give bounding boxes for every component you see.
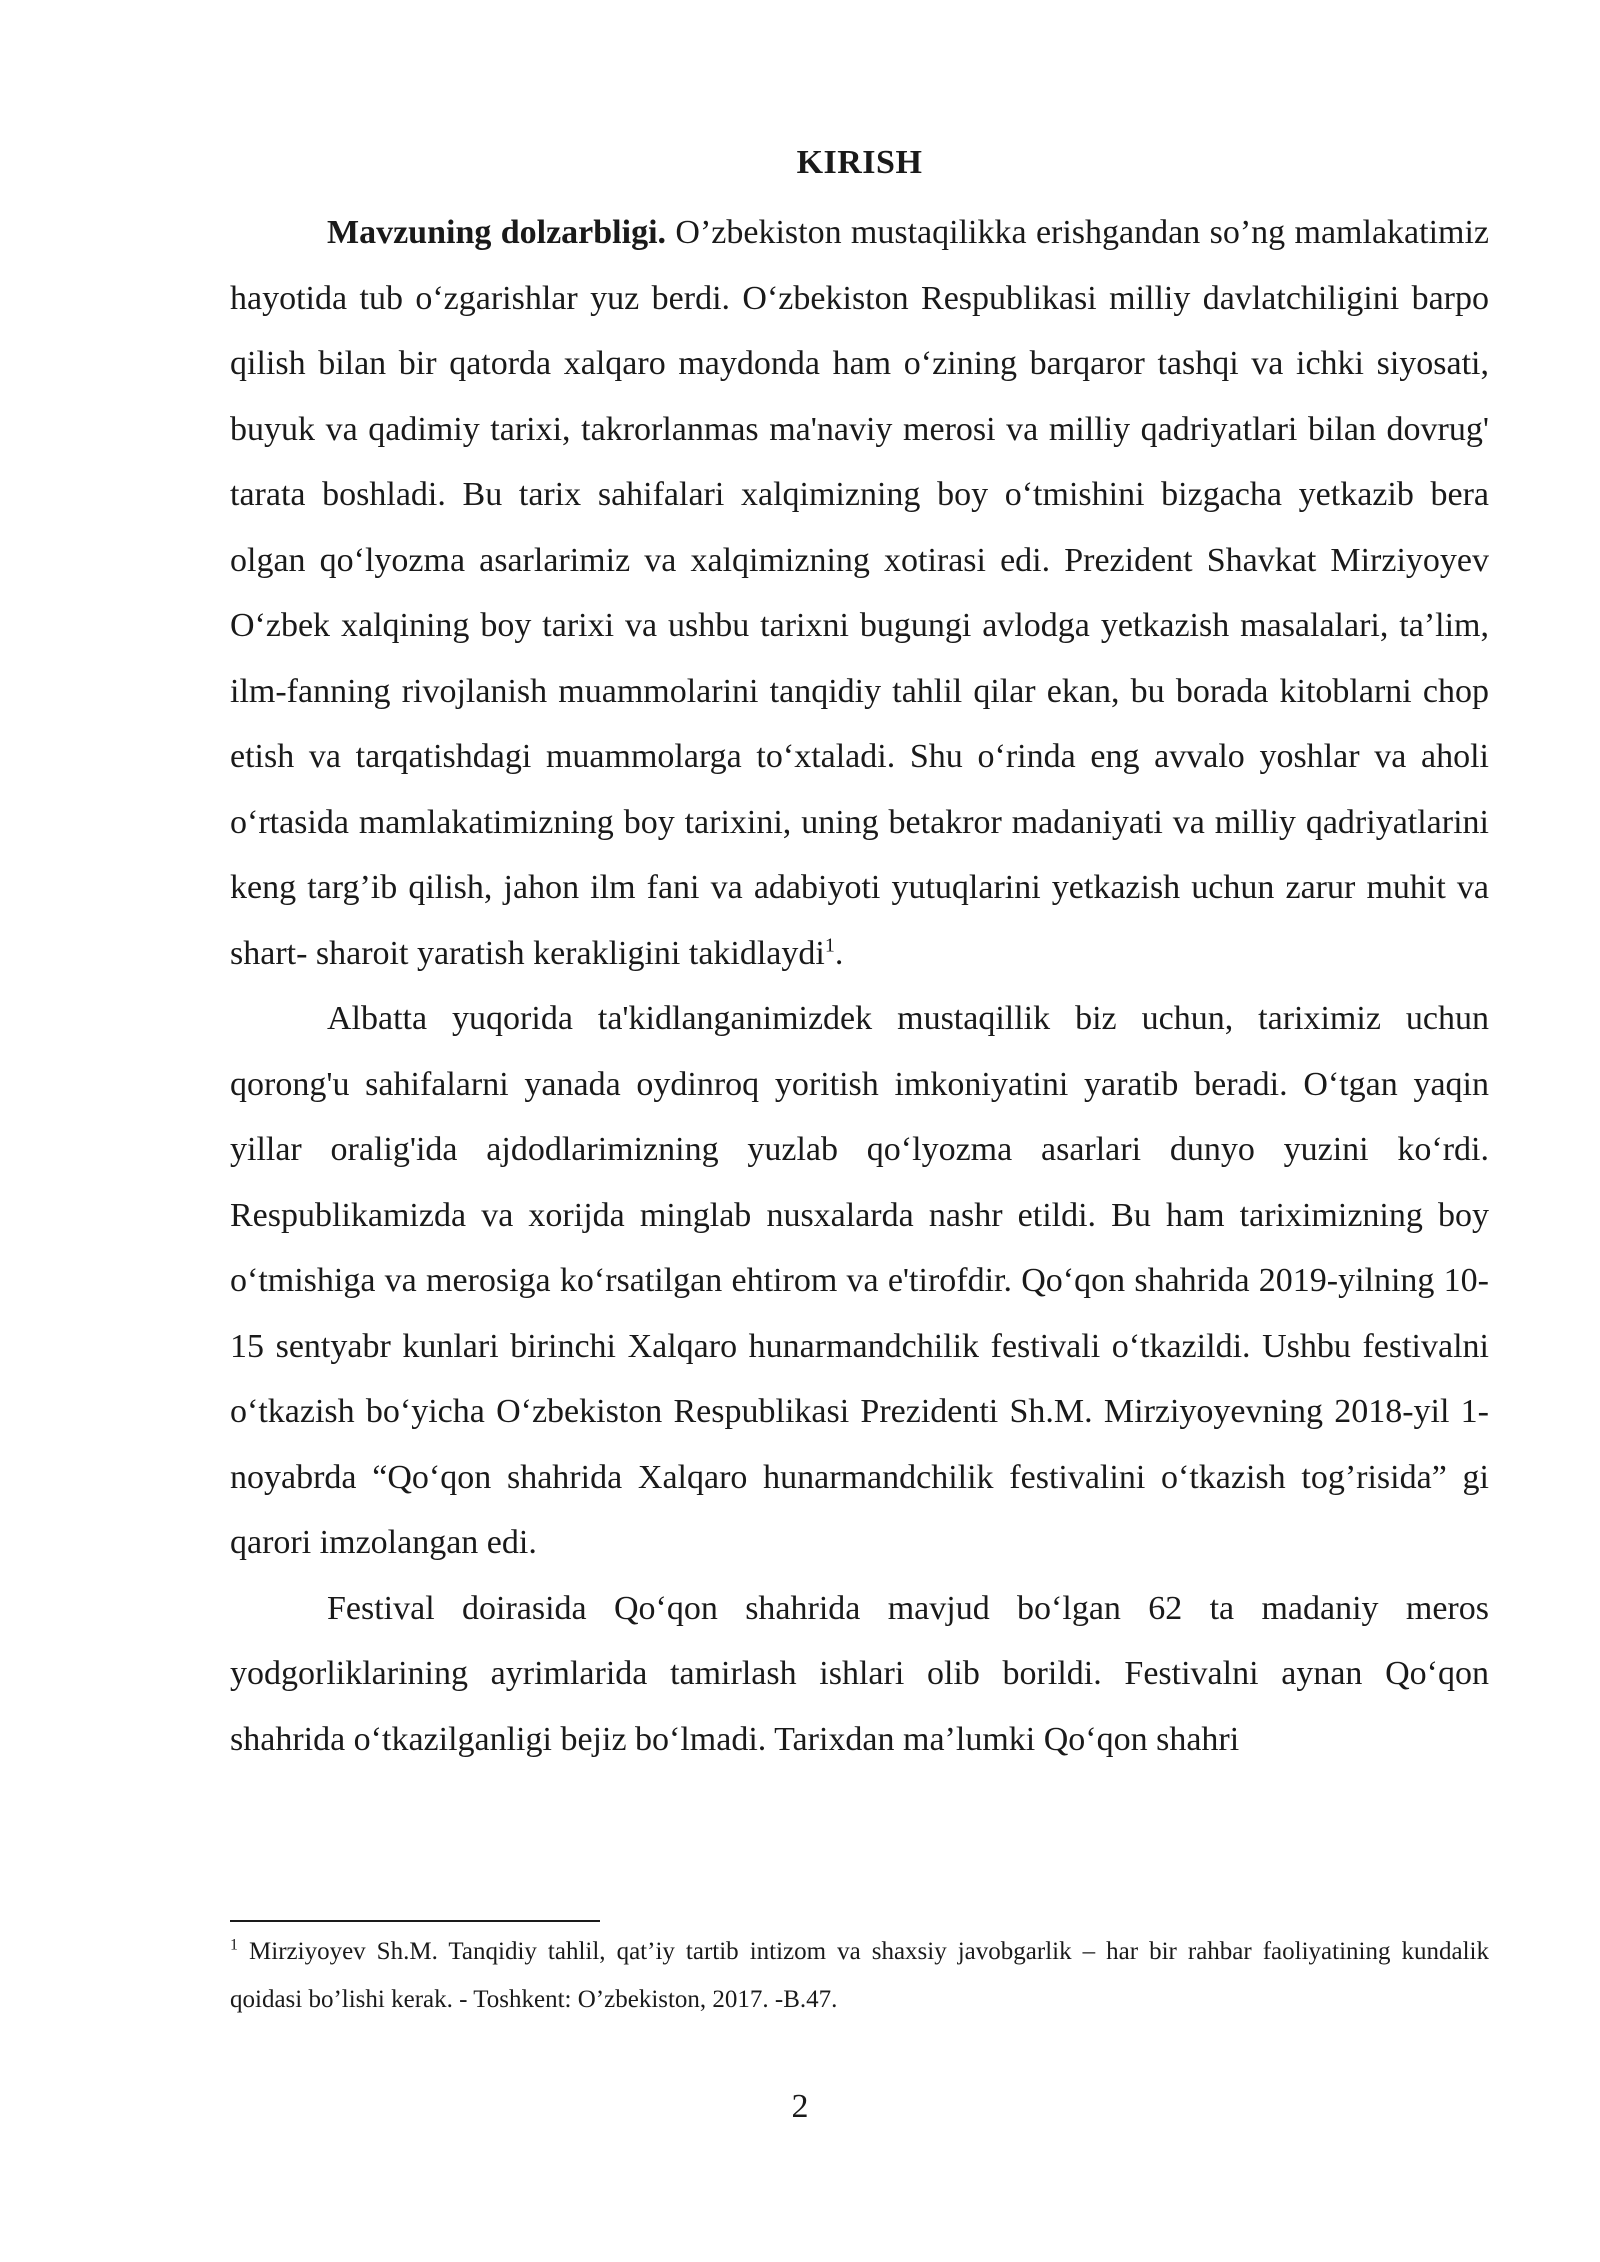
footnote-1 [230, 1928, 1489, 2024]
footnote-number: 1 [230, 1936, 238, 1954]
paragraph-1 [230, 200, 1489, 986]
paragraph-lead: Mavzuning dolzarbligi. [327, 214, 667, 251]
section-heading: KIRISH [796, 144, 923, 181]
page-number: 2 [791, 2088, 809, 2125]
paragraph-3: Festival doirasida Qo‘qon shahrida mavjud bo‘lgan 62 ta madaniy meros yodgorliklarining ayrimlarida tamirlash ishlari olib borildi. Festivalni aynan Qo‘qon shahrida o‘tkazilganligi bejiz bo‘lmadi. Tarixdan ma’lumki Qo‘qon shahri [230, 1589, 1489, 1758]
footnote-reference[interactable]: 1 [824, 934, 835, 957]
footnote-text: Mirziyoyev Sh.M. Tanqidiy tahlil, qat’iy tartib intizom va shaxsiy javobgarlik – har bir rahbar faoliyatining kundalik qoidasi bo’lishi kerak. - Toshkent: O’zbekiston, 2017. -B.47. [230, 1938, 1489, 2013]
paragraph-text: O’zbekiston mustaqilikka erishgandan so’ng mamlakatimiz hayotida tub o‘zgarishlar yuz berdi. O‘zbekiston Respublikasi milliy davlatchiligini barpo qilish bilan bir qatorda xalqaro maydonda ham o‘zining barqaror tashqi va ichki siyosati, buyuk va qadimiy tarixi, takrorlanmas ma'naviy merosi va milliy qadriyatlari bilan dovrug' tarata boshladi. Bu tarix sahifalari xalqimizning boy o‘tmishini bizgacha yetkazib bera olgan qo‘lyozma asarlarimiz va xalqimizning xotirasi edi. Prezident Shavkat Mirziyoyev O‘zbek xalqining boy tarixi va ushbu tarixni bugungi avlodga yetkazish masalalari, ta’lim, ilm-fanning rivojlanish muammolarini tanqidiy tahlil qilar ekan, bu borada kitoblarni chop etish va tarqatishdagi muammolarga to‘xtaladi. Shu o‘rinda eng avvalo yoshlar va aholi o‘rtasida mamlakatimizning boy tarixini, uning betakror madaniyati va milliy qadriyatlarini keng targ’ib qilish, jahon ilm fani va adabiyoti yutuqlarini yetkazish uchun zarur muhit va shart- sharoit yaratish kerakligini takidlaydi [230, 214, 1490, 972]
paragraph-2: Albatta yuqorida ta'kidlanganimizdek mustaqillik biz uchun, tariximiz uchun qorong'u sahifalarni yanada oydinroq yoritish imkoniyatini yaratib beradi. O‘tgan yaqin yillar oralig'ida ajdodlarimizning yuzlab qo‘lyozma asarlari dunyo yuzini ko‘rdi. Respublikamizda va xorijda minglab nusxalarda nashr etildi. Bu ham tariximizning boy o‘tmishiga va merosiga ko‘rsatilgan ehtirom va e'tirofdir. Qo‘qon shahrida 2019-yilning 10-15 sentyabr kunlari birinchi Xalqaro hunarmandchilik festivali o‘tkazildi. Ushbu festivalni o‘tkazish bo‘yicha O‘zbekiston Respublikasi Prezidenti Sh.M. Mirziyoyevning 2018-yil 1-noyabrda “Qo‘qon shahrida Xalqaro hunarmandchilik festivalini o‘tkazish tog’risida” gi qarori imzolangan edi. [230, 1000, 1489, 1561]
footnotes-section [230, 1920, 1489, 2024]
paragraph-tail: . [834, 934, 844, 972]
main-content [230, 138, 1489, 1772]
footnote-divider [230, 1920, 600, 1922]
